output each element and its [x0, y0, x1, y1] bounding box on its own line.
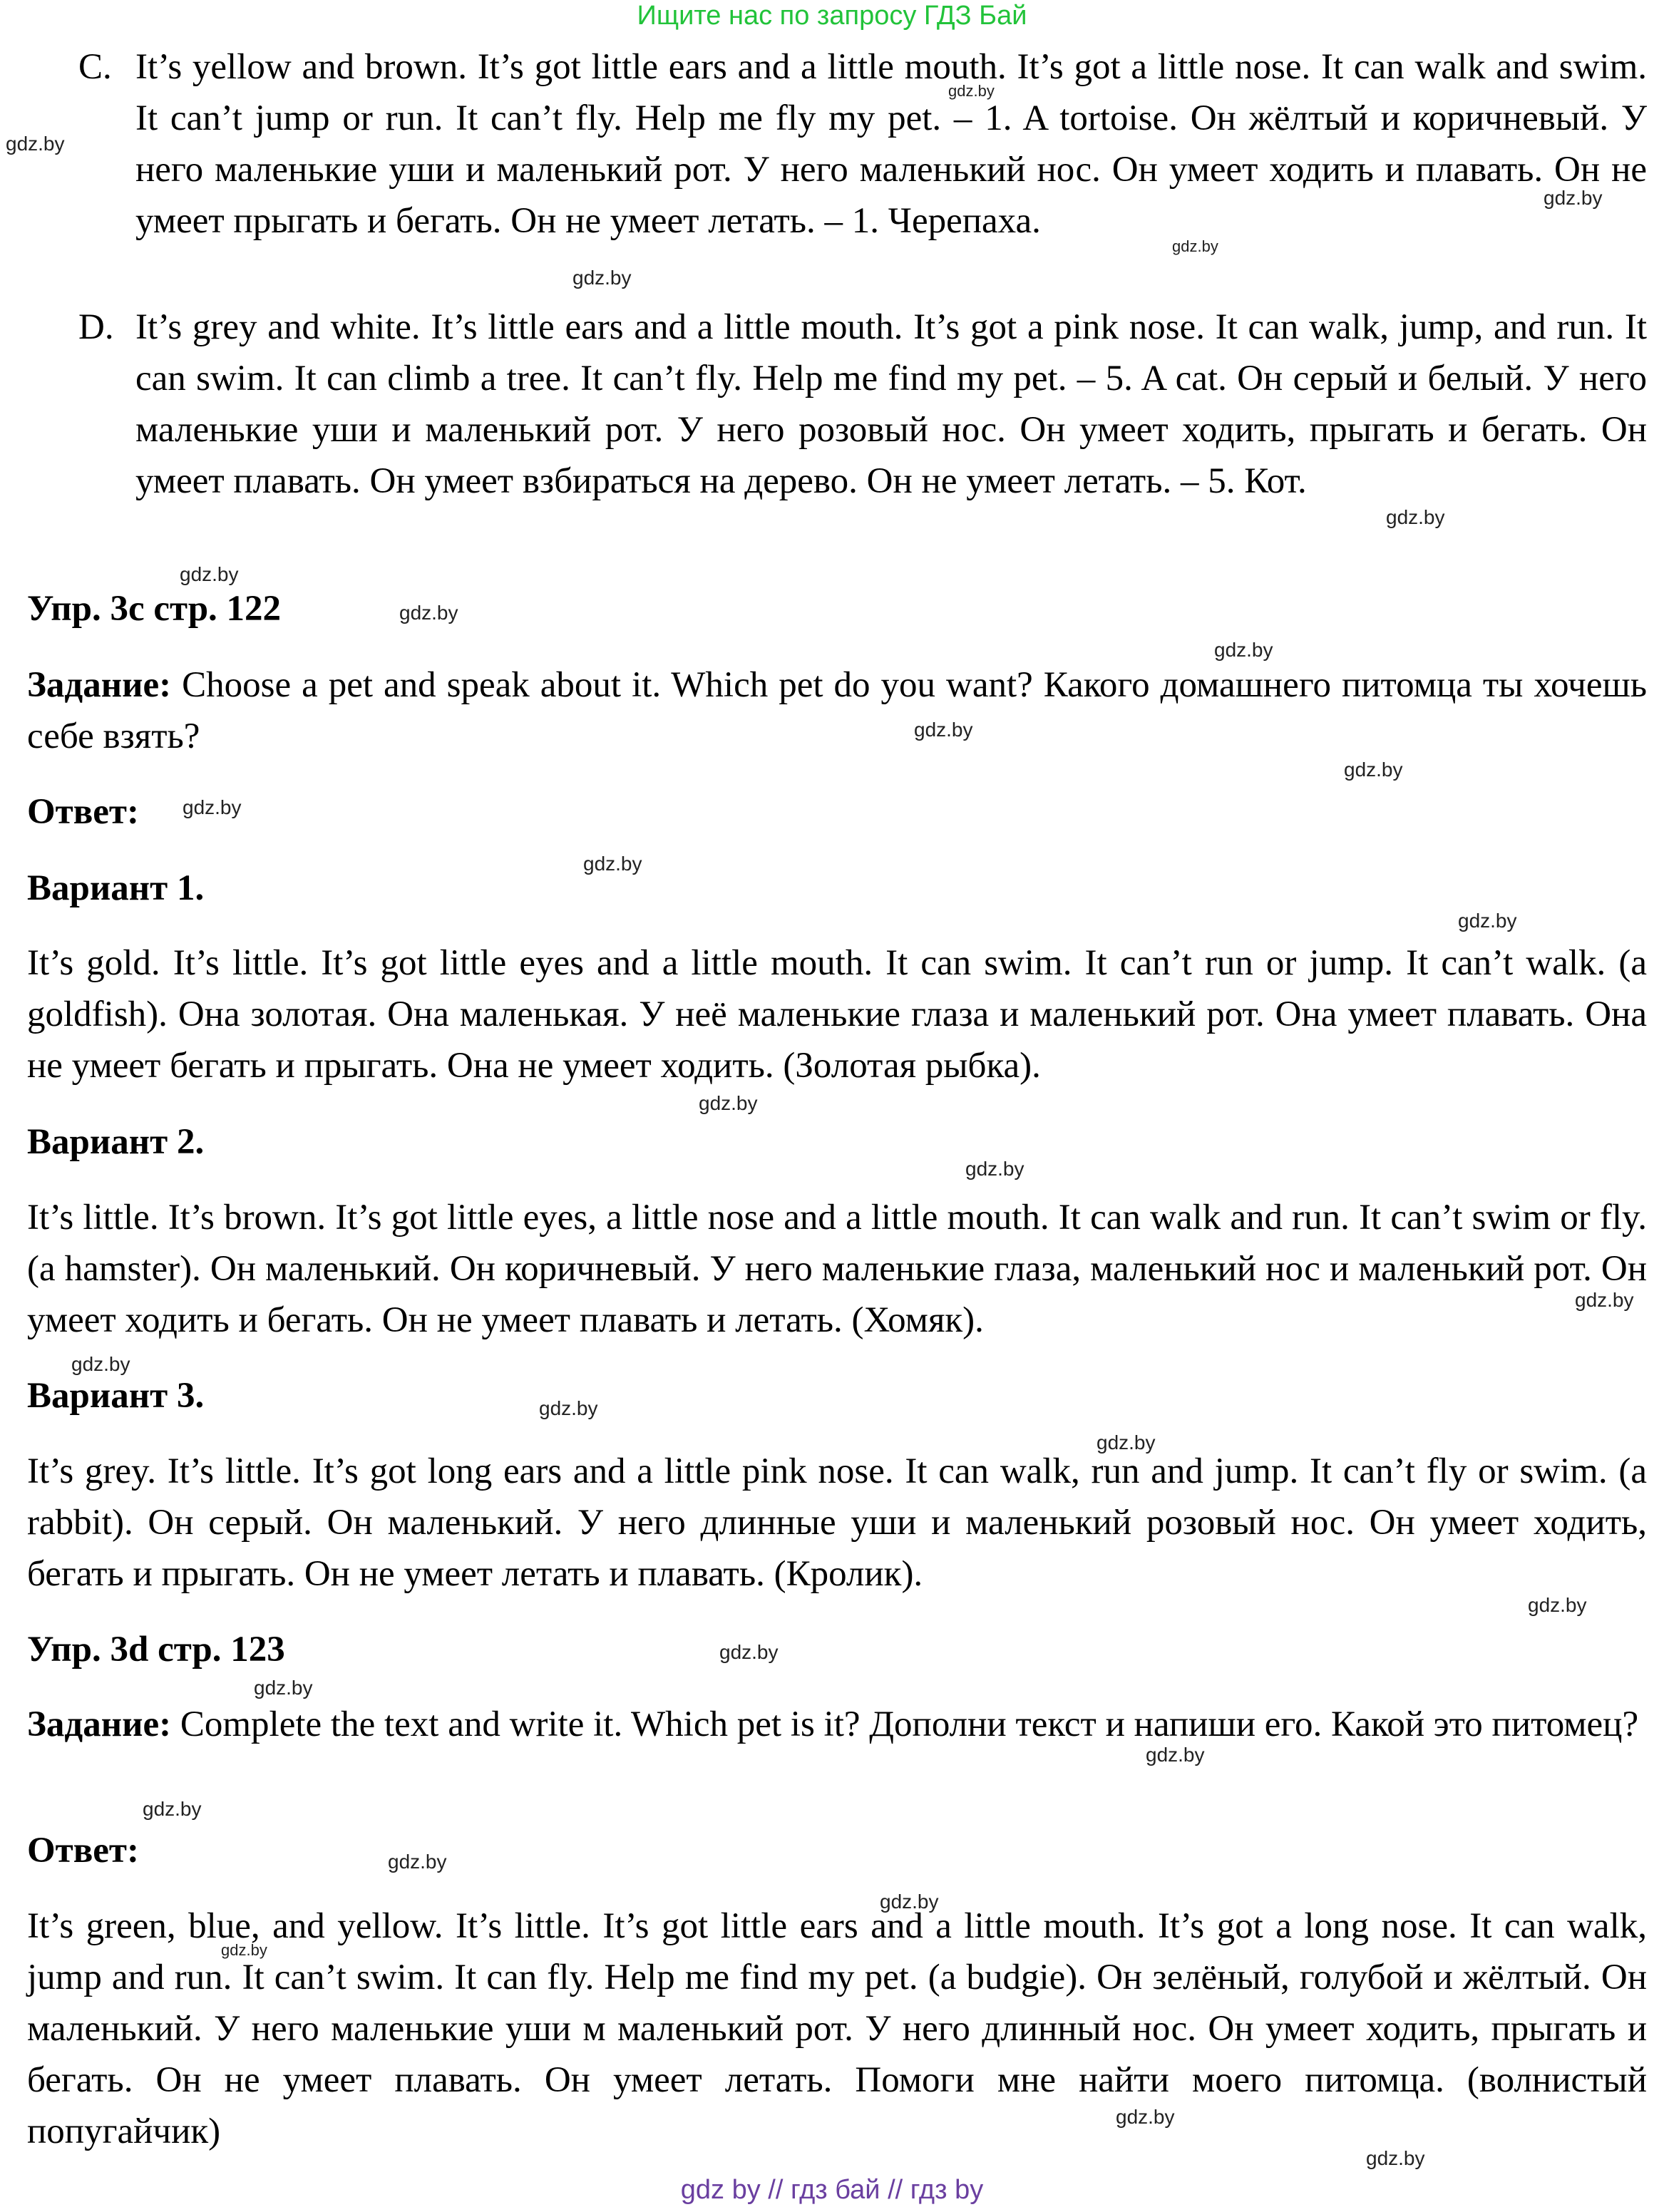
task-text: Choose a pet and speak about it. Which pet do you want? Какого домашнего питомца ты хочешь себе взять? [27, 665, 1647, 756]
watermark: gdz.by [1146, 1744, 1205, 1766]
watermark: gdz.by [1172, 237, 1218, 255]
watermark: gdz.by [1386, 506, 1445, 528]
watermark: gdz.by [719, 1641, 779, 1663]
variant-1-text: It’s gold. It’s little. It’s got little eyes and a little mouth. It can swim. It can’t run or jump. It can’t walk. (a goldfish). Она золотая. Она маленькая. У неё маленькие глаза и маленький рот. Она умеет плавать. Она не умеет бегать и прыгать. Она не умеет ходить. (Золотая рыбка). [27, 943, 1647, 1086]
watermark: gdz.by [880, 1891, 939, 1913]
task-label: Задание: [27, 665, 172, 705]
task-text: Complete the text and write it. Which pet is it? Дополни текст и напиши его. Какой это питомец? [171, 1704, 1639, 1744]
search-banner[interactable]: Ищите нас по запросу ГДЗ Бай [637, 1, 1027, 31]
watermark: gdz.by [1458, 910, 1517, 932]
variant-2-text: It’s little. It’s brown. It’s got little eyes, a little nose and a little mouth. It can walk and run. It can’t swim or fly. (a hamster). Он маленький. Он коричневый. У него маленькие глаза, маленький нос и маленький рот. Он умеет ходить и бегать. Он не умеет плавать и летать. (Хомяк). [27, 1198, 1647, 1340]
watermark: gdz.by [388, 1851, 447, 1873]
watermark: gdz.by [539, 1397, 598, 1419]
watermark: gdz.by [1366, 2147, 1425, 2169]
variant-1-title: Вариант 1. [27, 868, 205, 908]
watermark: gdz.by [180, 563, 239, 585]
exercise-3c-answer-label: Ответ: [27, 792, 139, 832]
watermark: gdz.by [6, 133, 65, 155]
variant-3-text: It’s grey. It’s little. It’s got long ears and a little pink nose. It can walk, run and jump. It can’t fly or swim. (a rabbit). Он серый. Он маленький. У него длинные уши и маленький розовый нос. Он умеет ходить, бегать и прыгать. Он не умеет летать и плавать. (Кролик). [27, 1451, 1647, 1594]
watermark: gdz.by [71, 1353, 130, 1375]
exercise-3d-task [27, 1699, 1647, 1750]
watermark: gdz.by [1116, 2106, 1175, 2128]
item-text-c: It’s yellow and brown. It’s got little ears and a little mouth. It’s got a little nose. It can walk and swim. It can’t jump or run. It can’t fly. Help me fly my pet. – 1. A tortoise. Он жёлтый и коричневый. У него маленькие уши и маленький рот. У него маленький нос. Он умеет ходить и плавать. Он не умеет прыгать и бегать. Он не умеет летать. – 1. Черепаха. [135, 47, 1647, 241]
watermark: gdz.by [1097, 1431, 1156, 1454]
watermark: gdz.by [1575, 1289, 1634, 1311]
watermark: gdz.by [583, 853, 642, 875]
watermark: gdz.by [143, 1798, 202, 1820]
item-text-d: It’s grey and white. It’s little ears and a little mouth. It’s got a pink nose. It can walk, jump, and run. It can swim. It can climb a tree. It can’t fly. Help me find my pet. – 5. A cat. Он серый и белый. У него маленькие уши и маленький рот. У него розовый нос. Он умеет ходить, прыгать и бегать. Он умеет плавать. Он умеет взбираться на дерево. Он не умеет летать. – 5. Кот. [135, 307, 1647, 501]
exercise-3d-heading: Упр. 3d стр. 123 [27, 1630, 285, 1670]
watermark: gdz.by [221, 1941, 267, 1959]
watermark: gdz.by [948, 82, 995, 100]
exercise-3d-answer-label: Ответ: [27, 1831, 139, 1871]
watermark: gdz.by [1528, 1594, 1587, 1616]
watermark: gdz.by [183, 796, 242, 818]
item-letter-c: C. [78, 47, 112, 87]
item-letter-d: D. [78, 307, 114, 347]
watermark: gdz.by [1544, 187, 1603, 209]
variant-3-title: Вариант 3. [27, 1376, 205, 1416]
watermark: gdz.by [254, 1677, 313, 1699]
exercise-3c-heading: Упр. 3с стр. 122 [27, 589, 282, 629]
exercise-3d-answer-text: It’s green, blue, and yellow. It’s little. It’s got little ears and a little mouth. It’s got a long nose. It can walk, jump and run. It can’t swim. It can fly. Help me find my pet. (a budgie). Он зелёный, голубой и жёлтый. Он маленький. У него маленькие уши м маленький рот. У него длинный нос. Он умеет ходить, прыгать и бегать. Он не умеет плавать. Он умеет летать. Помоги мне найти моего питомца. (волнистый попугайчик) [27, 1906, 1647, 2151]
variant-2-title: Вариант 2. [27, 1122, 205, 1162]
watermark: gdz.by [572, 267, 632, 289]
task-label: Задание: [27, 1704, 172, 1744]
watermark: gdz.by [1344, 758, 1403, 781]
watermark: gdz.by [699, 1092, 758, 1114]
watermark: gdz.by [914, 719, 973, 741]
watermark: gdz.by [399, 602, 458, 624]
footer-links[interactable]: gdz by // гдз бай // гдз by [680, 2175, 984, 2205]
exercise-3c-task [27, 659, 1647, 762]
watermark: gdz.by [965, 1158, 1024, 1180]
watermark: gdz.by [1214, 639, 1273, 661]
